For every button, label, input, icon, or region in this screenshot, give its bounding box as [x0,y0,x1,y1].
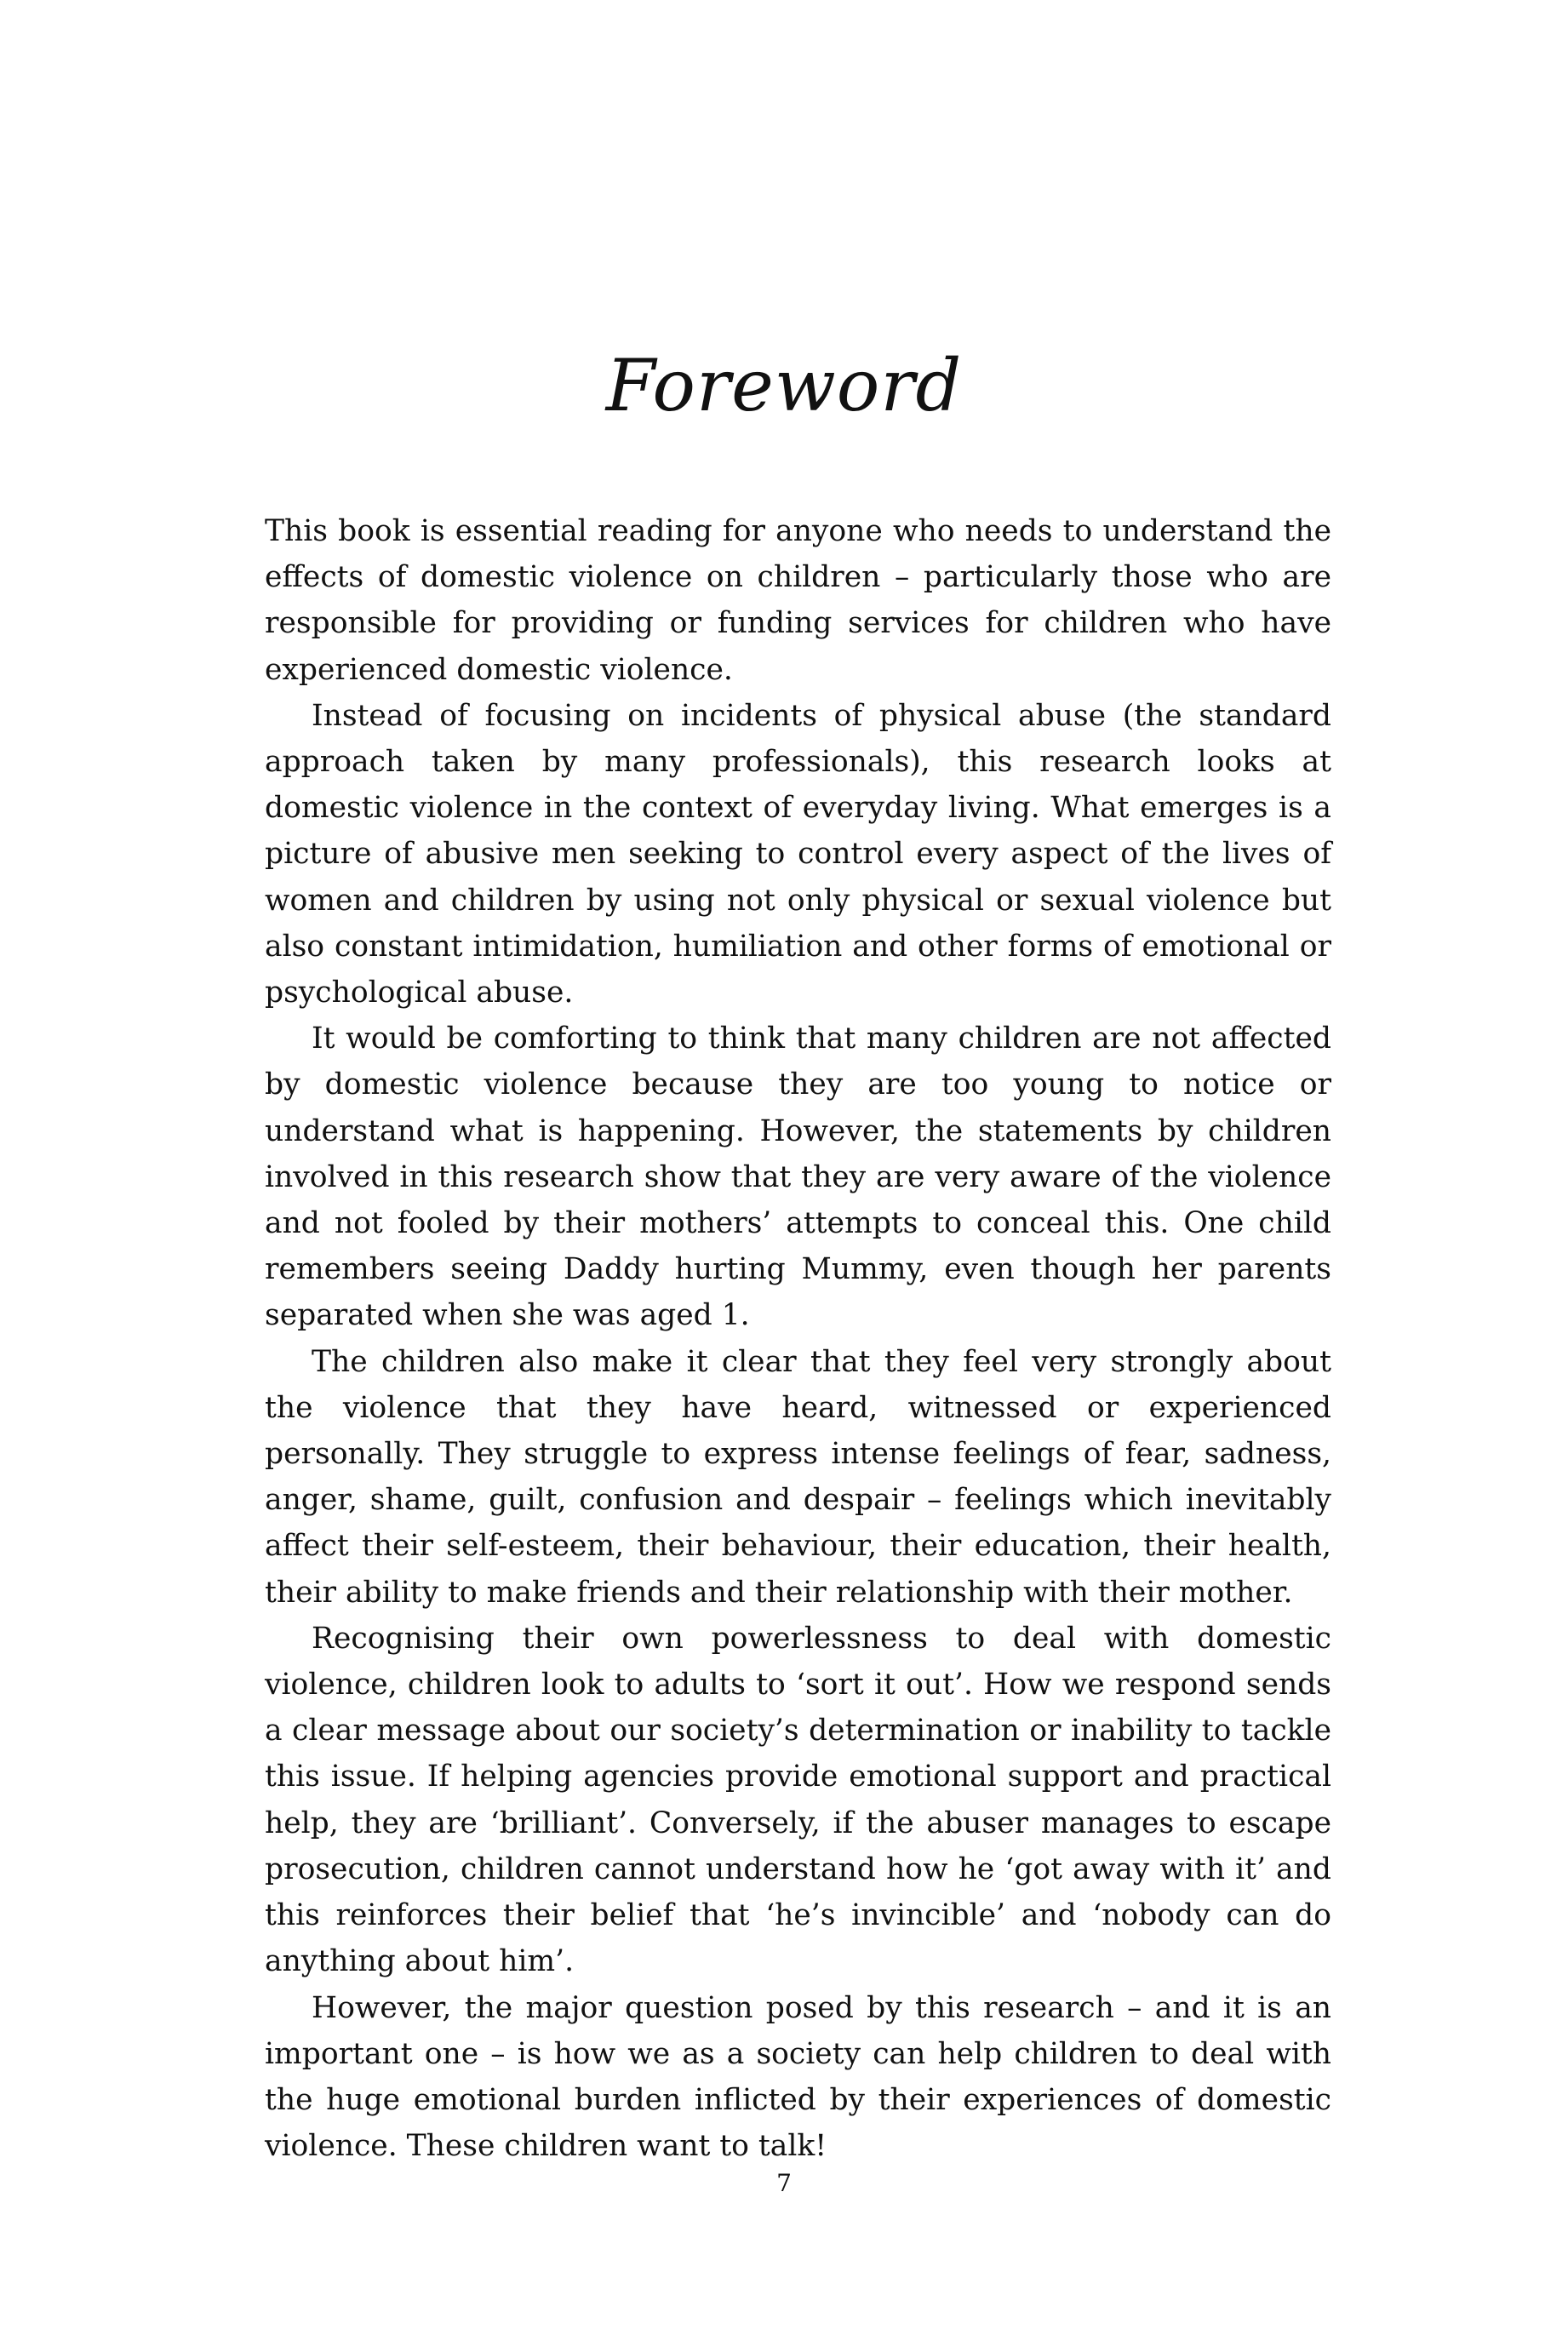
page-number: 7 [776,2169,792,2197]
paragraph-6: However, the major question posed by this research – and it is an important one – is how we as a society can help children to deal with the huge emotional burden inflicted by their experiences of domestic violence. These children want to talk! [265,1990,1331,2164]
foreword-body [265,508,1331,2169]
paragraph-2: Instead of focusing on incidents of physical abuse (the standard approach taken by many professionals), this research looks at domestic violence in the context of everyday living. What emerges is a picture of abusive men seeking to control every aspect of the lives of women and children by using not only physical or sexual violence but also constant intimidation, humiliation and other forms of emotional or psychological abuse. [265,698,1331,1010]
paragraph-5: Recognising their own powerlessness to deal with domestic violence, children look to adults to ‘sort it out’. How we respond sends a clear message about our society’s determination or inability to tackle this issue. If helping agencies provide emotional support and practical help, they are ‘brilliant’. Conversely, if the abuser manages to escape prosecution, children cannot understand how he ‘got away with it’ and this reinforces their belief that ‘he’s invincible’ and ‘nobody can do anything about him’. [265,1621,1331,1979]
paragraph-3: It would be comforting to think that many children are not affected by domestic violence because they are too young to notice or understand what is happening. However, the statements by children involved in this research show that they are very aware of the violence and not fooled by their mothers’ attempts to conceal this. One child remembers seeing Daddy hurting Mummy, even though her parents separated when she was aged 1. [265,1021,1331,1333]
chapter-title: Foreword [605,344,963,427]
paragraph-4: The children also make it clear that they feel very strongly about the violence that they have heard, witnessed or experienced personally. They struggle to express intense feelings of fear, sadness, anger, shame, guilt, confusion and despair – feelings which inevitably affect their self-esteem, their behaviour, their education, their health, their ability to make friends and their relationship with their mother. [265,1344,1331,1610]
paragraph-1: This book is essential reading for anyone who needs to understand the effects of domestic violence on children – particularly those who are responsible for providing or funding services for children who have experienced domestic violence. [265,514,1331,687]
